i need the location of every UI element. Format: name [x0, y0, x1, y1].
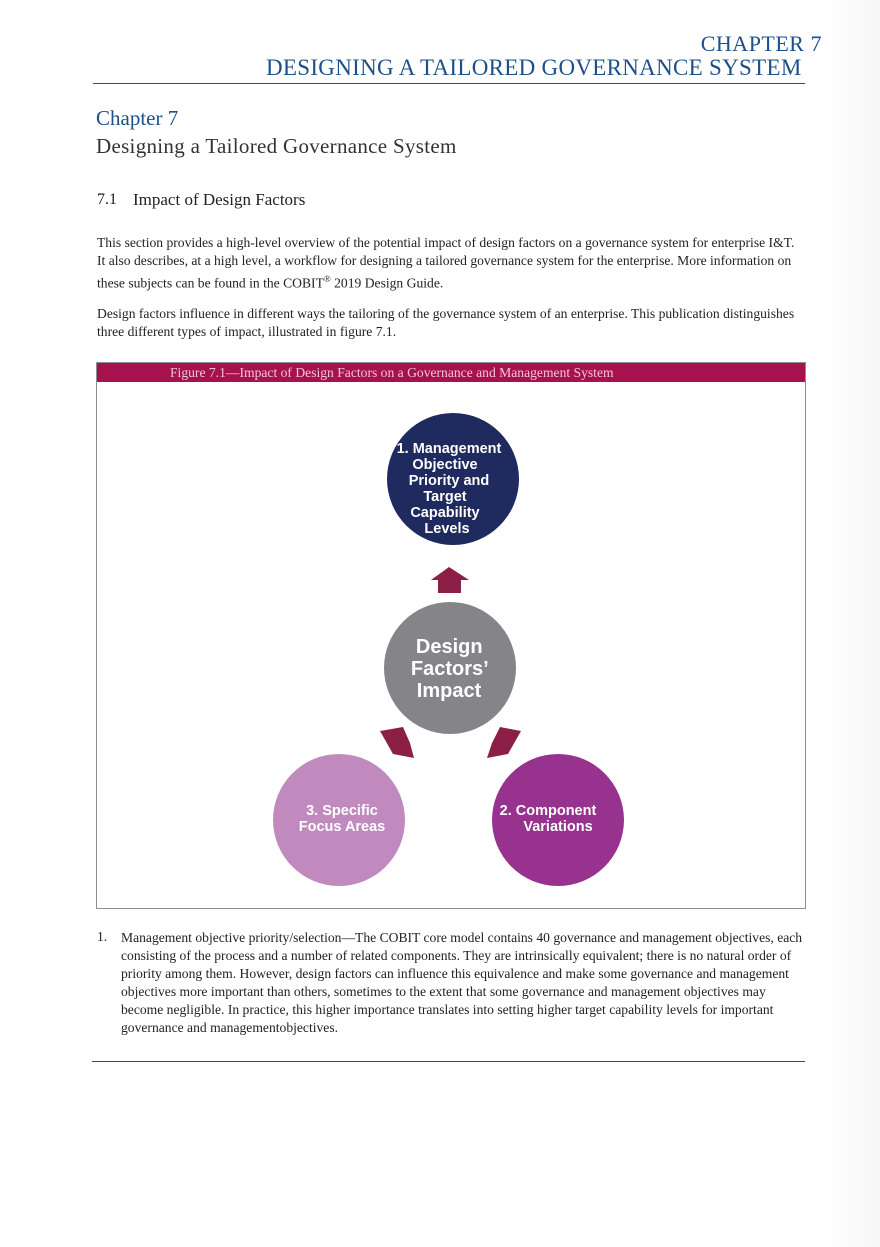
registered-mark: ® [323, 274, 331, 284]
page-edge-shade [826, 0, 880, 1247]
top-line-4: Target [423, 489, 467, 505]
running-header-chapter: CHAPTER 7 [700, 31, 822, 56]
top-line-3: Priority and [408, 473, 490, 489]
intro-text-end: 2019 Design Guide. [330, 275, 444, 291]
top-line-2: Objective [412, 457, 478, 473]
running-header-title: DESIGNING A TAILORED GOVERNANCE SYSTEM [266, 55, 802, 80]
intro-text: This section provides a high-level overview of the potential impact of design factors on a governance system for enterprise I&T. It also describes, at a high level, a workflow for designing a tailored governance system for the enterprise. More information on these subjects can be found in the COBIT [97, 235, 795, 291]
top-line-6: Levels [424, 521, 470, 537]
center-line-3: Impact [416, 680, 482, 702]
left-line-1: 3. Specific [306, 803, 378, 819]
left-line-2: Focus Areas [298, 819, 386, 835]
footer-rule [92, 1061, 805, 1062]
chapter-label: Chapter 7 [96, 106, 179, 130]
intro-paragraph [97, 234, 805, 293]
arrow-down-left-icon [380, 727, 414, 758]
right-line-1: 2. Component [499, 803, 597, 819]
list-item-number: 1. [97, 929, 108, 944]
top-line-5: Capability [410, 505, 480, 521]
design-factors-label [411, 636, 493, 702]
top-line-1: 1. Management [396, 441, 502, 457]
arrow-down-right-icon [487, 727, 521, 758]
design-factors-diagram [97, 383, 805, 907]
figure-caption: Figure 7.1—Impact of Design Factors on a Governance and Management System [170, 365, 614, 380]
list-item-text: Management objective priority/selection—The COBIT core model contains 40 governance and management objectives, each consisting of the process and a number of related components. They are intrinsically equivalent; there is no natural order of priority among them. However, design factors can influence this equivalence and make some governance and management objectives more important than others, sometimes to the extent that some governance and management objectives may become negligible. In practice, this higher importance translates into setting higher target capability levels for important governance and managementobjectives. [121, 930, 803, 1035]
design-factors-paragraph: Design factors influence in different ways the tailoring of the governance system of an enterprise. This publication distinguishes three different types of impact, illustrated in figure 7.1. [97, 306, 795, 339]
center-line-1: Design [415, 636, 483, 658]
arrow-up-icon [431, 567, 469, 593]
chapter-title: Designing a Tailored Governance System [96, 134, 457, 158]
center-line-2: Factors’ [410, 658, 488, 680]
right-line-2: Variations [523, 819, 593, 835]
specific-focus-label [299, 803, 386, 835]
section-title: Impact of Design Factors [133, 190, 306, 209]
header-rule [93, 83, 805, 84]
section-number: 7.1 [97, 191, 117, 208]
